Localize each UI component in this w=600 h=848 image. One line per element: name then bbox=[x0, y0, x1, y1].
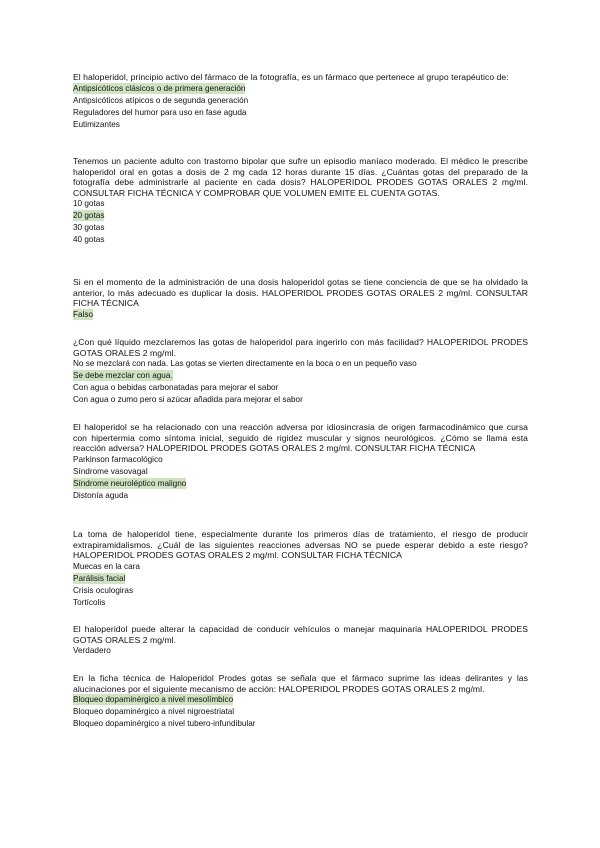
correct-answer-highlight: Síndrome neuroléptico maligno bbox=[73, 478, 187, 488]
answer-option: Síndrome vasovagal bbox=[73, 466, 148, 476]
answer-option: Bloqueo dopaminérgico a nivel tubero-infundibular bbox=[73, 719, 256, 729]
question-4 bbox=[73, 337, 528, 406]
answer-option bbox=[73, 370, 528, 382]
correct-answer-highlight: Falso bbox=[73, 309, 94, 319]
answer-option: Con agua o zumo pero si azúcar añadida para mejorar el sabor bbox=[73, 395, 303, 405]
answer-option bbox=[73, 83, 528, 95]
correct-answer-highlight: Antipsicóticos clásicos o de primera generación bbox=[73, 83, 246, 93]
answer-option: Parkinson farmacológico bbox=[73, 454, 163, 464]
correct-answer-highlight: 20 gotas bbox=[73, 211, 105, 221]
answer-option: No se mezclará con nada. Las gotas se vierten directamente en la boca o en un pequeño vaso bbox=[73, 359, 417, 369]
answer-option bbox=[73, 573, 528, 585]
question-stem: ¿Con qué líquido mezclaremos las gotas de haloperidol para ingerirlo con más facilidad? HALOPERIDOL PRODES GOTAS ORALES 2 mg/ml. bbox=[73, 337, 528, 358]
correct-answer-highlight: Se debe mezclar con agua. bbox=[73, 371, 173, 381]
answer-option bbox=[73, 309, 528, 321]
correct-answer-highlight: Bloqueo dopaminérgico a nivel mesolímbico bbox=[73, 695, 234, 705]
question-3 bbox=[73, 277, 528, 321]
answer-option: Verdadero bbox=[73, 646, 111, 656]
answer-option: 10 gotas bbox=[73, 199, 105, 209]
answer-option: Muecas en la cara bbox=[73, 561, 140, 571]
answer-option: Bloqueo dopaminérgico a nivel nigroestriatal bbox=[73, 707, 235, 717]
answer-option: Reguladores del humor para uso en fase aguda bbox=[73, 107, 247, 117]
question-stem: El haloperidol puede alterar la capacidad de conducir vehículos o manejar maquinaria HALOPERIDOL PRODES GOTAS ORALES 2 mg/ml. bbox=[73, 624, 528, 645]
question-stem: La toma de haloperidol tiene, especialmente durante los primeros días de tratamiento, el riesgo de producir extrapiramidalismos. ¿Cuál de las siguientes reacciones adversas NO se puede esperar debido a este riesgo? HALOPERIDOL PRODES GOTAS ORALES 2 mg/ml. CONSULTAR FICHA TÉCNICA bbox=[73, 529, 528, 561]
question-7 bbox=[73, 624, 528, 657]
answer-option: 30 gotas bbox=[73, 223, 105, 233]
question-1 bbox=[73, 72, 528, 131]
answer-option bbox=[73, 694, 528, 706]
answer-option bbox=[73, 210, 528, 222]
answer-option: Antipsicóticos atípicos o de segunda generación bbox=[73, 95, 249, 105]
correct-answer-highlight: Parálisis facial bbox=[73, 573, 126, 583]
question-stem: Tenemos un paciente adulto con trastorno bipolar que sufre un episodio maníaco moderado. El médico le prescribe haloperidol oral en gotas a dosis de 2 mg cada 12 horas durante 15 días. ¿Cuántas gotas del preparado de la fotografía debe administrarle al paciente en cada dosis? HALOPERIDOL PRODES GOTAS ORALES 2 mg/ml. CONSULTAR FICHA TÉCNICA Y COMPROBAR QUE VOLUMEN EMITE EL CUENTA GOTAS. bbox=[73, 156, 528, 198]
question-5 bbox=[73, 422, 528, 502]
answer-option: 40 gotas bbox=[73, 235, 105, 245]
answer-option bbox=[73, 478, 528, 490]
question-2 bbox=[73, 156, 528, 246]
question-stem: Si en el momento de la administración de una dosis haloperidol gotas se tiene conciencia de que se ha olvidado la anterior, lo más adecuado es duplicar la dosis. HALOPERIDOL PRODES GOTAS ORALES 2 mg/ml. CONSULTAR FICHA TÉCNICA bbox=[73, 277, 528, 309]
answer-option: Distonía aguda bbox=[73, 490, 129, 500]
answer-option: Tortícolis bbox=[73, 597, 106, 607]
question-stem: El haloperidol se ha relacionado con una reacción adversa por idiosincrasia de origen farmacodinámico que cursa con hipertermia como síntoma inicial, seguido de rigidez muscular y signos neurológicos. ¿Cómo se llama esta reacción adversa? HALOPERIDOL PRODES GOTAS ORALES 2 mg/ml. CONSULTAR FICHA TÉCNICA bbox=[73, 422, 528, 454]
question-6 bbox=[73, 529, 528, 609]
answer-option: Crisis oculogiras bbox=[73, 585, 134, 595]
question-8 bbox=[73, 673, 528, 730]
answer-option: Eutimizantes bbox=[73, 119, 120, 129]
answer-option: Con agua o bebidas carbonatadas para mejorar el sabor bbox=[73, 383, 279, 393]
question-stem: En la ficha técnica de Haloperidol Prodes gotas se señala que el fármaco suprime las ideas delirantes y las alucinaciones por el siguiente mecanismo de acción: HALOPERIDOL PRODES GOTAS ORALES 2 mg/ml. bbox=[73, 673, 528, 694]
question-stem: El haloperidol, principio activo del fármaco de la fotografía, es un fármaco que pertenece al grupo terapéutico de: bbox=[73, 72, 509, 82]
